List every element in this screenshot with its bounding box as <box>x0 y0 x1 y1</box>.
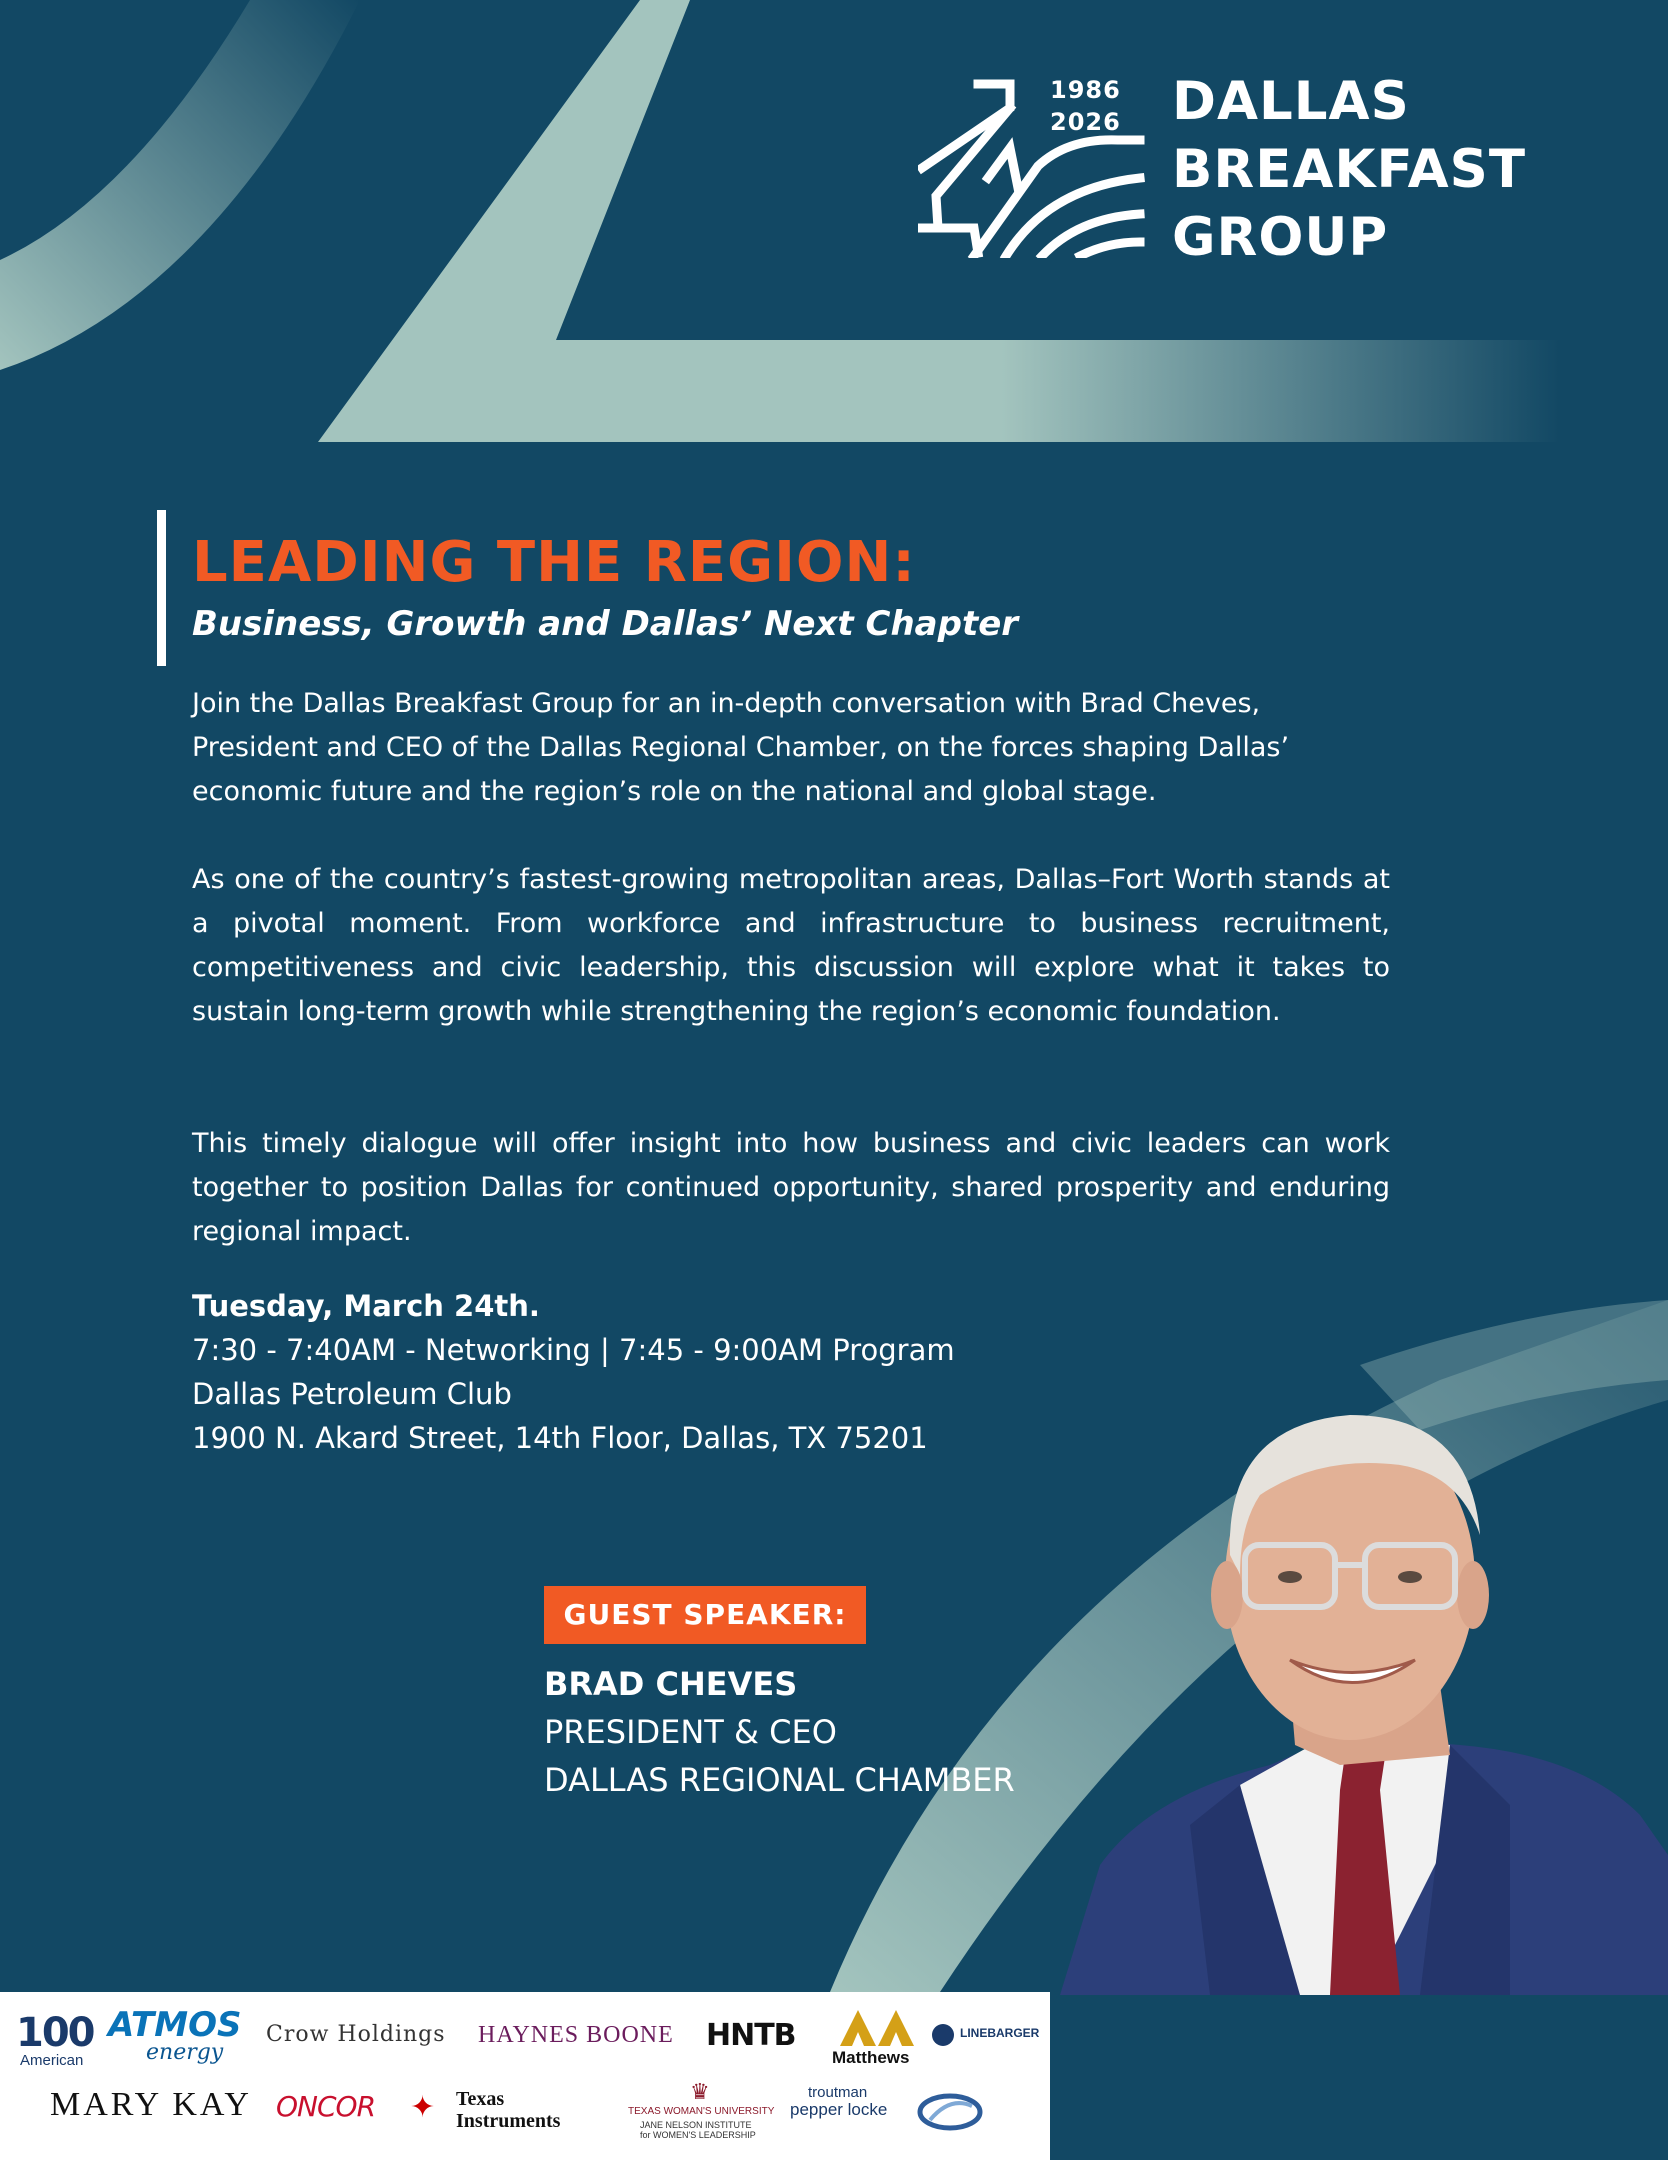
event-time: 7:30 - 7:40AM - Networking | 7:45 - 9:00AM Program <box>192 1333 955 1367</box>
headline-accent-bar <box>157 510 166 666</box>
sponsor-oncor-logo: ONCOR <box>276 2090 376 2123</box>
speaker-organization: DALLAS REGIONAL CHAMBER <box>544 1761 1015 1799</box>
speaker-info <box>544 1660 1015 1804</box>
atmos-energy-label: energy <box>146 2040 224 2065</box>
logo-name-line1: DALLAS <box>1172 71 1410 132</box>
sponsor-hntb-logo: HNTB <box>706 2018 796 2053</box>
speaker-name: BRAD CHEVES <box>544 1665 798 1703</box>
twu-line2: JANE NELSON INSTITUTE <box>640 2120 752 2130</box>
sponsor-american-logo <box>16 2010 96 2068</box>
american-100-mark: 100 <box>16 2010 94 2056</box>
closing-paragraph: This timely dialogue will offer insight into how business and civic leaders can work together to position Dallas for continued opportunity, shared prosperity and enduring regional impact. <box>192 1128 1390 1247</box>
event-date: Tuesday, March 24th. <box>192 1289 540 1323</box>
twu-line1: TEXAS WOMAN'S UNIVERSITY <box>628 2106 775 2117</box>
event-address: 1900 N. Akard Street, 14th Floor, Dallas, TX 75201 <box>192 1421 928 1455</box>
american-label: American <box>20 2052 84 2069</box>
sponsor-troutman-logo <box>790 2084 890 2144</box>
speaker-title: PRESIDENT & CEO <box>544 1713 837 1751</box>
ti-line1: Texas <box>456 2088 505 2110</box>
twu-institute <box>640 2120 756 2140</box>
twu-line3: for WOMEN'S LEADERSHIP <box>640 2130 756 2140</box>
texas-state-icon: ✦ <box>410 2090 436 2125</box>
sponsor-texas-instruments-logo <box>410 2088 600 2138</box>
logo-wordmark <box>1172 68 1526 272</box>
event-details <box>192 1284 955 1460</box>
sponsor-mary-kay-logo: MARY KAY <box>50 2086 252 2123</box>
sponsor-swirl-logo <box>910 2086 1010 2138</box>
speaker-photo <box>1040 1385 1668 1995</box>
headline-subtitle: Business, Growth and Dallas’ Next Chapter <box>192 604 1019 644</box>
sponsor-atmos-logo <box>108 2005 242 2065</box>
sponsor-crow-holdings-logo: Crow Holdings <box>266 2022 446 2047</box>
logo-name-line2: BREAKFAST <box>1172 139 1526 200</box>
troutman-line1: troutman <box>808 2084 868 2101</box>
intro-paragraph: Join the Dallas Breakfast Group for an in-depth conversation with Brad Cheves, President and CEO of the Dallas Regional Chamber, on the forces shaping Dallas’ economic future and the region’s role on the national and global stage. <box>192 688 1290 807</box>
troutman-line2: pepper locke <box>790 2100 888 2119</box>
guest-speaker-badge: GUEST SPEAKER: <box>544 1586 866 1644</box>
logo-years <box>1050 74 1121 138</box>
twu-crest-icon: ♛ <box>690 2080 710 2105</box>
headline-title: LEADING THE REGION: <box>192 530 916 595</box>
logo-year-end: 2026 <box>1050 108 1121 136</box>
ti-line2: Instruments <box>456 2110 561 2132</box>
atmos-wordmark: ATMOS <box>108 2005 242 2045</box>
top-left-arc <box>0 0 360 370</box>
linebarger-label: LINEBARGER <box>960 2026 1040 2040</box>
sponsor-haynes-boone-logo: HAYNES BOONE <box>478 2022 674 2048</box>
double-m-peaks-icon <box>840 2010 914 2046</box>
logo-name-line3: GROUP <box>1172 207 1389 268</box>
logo-year-start: 1986 <box>1050 76 1121 104</box>
sponsor-matthews-logo <box>832 2010 922 2070</box>
event-venue: Dallas Petroleum Club <box>192 1377 512 1411</box>
matthews-label: Matthews <box>832 2048 910 2067</box>
ti-label <box>456 2088 560 2132</box>
context-paragraph: As one of the country’s fastest-growing metropolitan areas, Dallas–Fort Worth stands at a pivotal moment. From workforce and infrastructure to business recruitment, competitiveness and civic leadership, this discussion will explore what it takes to sustain long-term growth while strengthening the region’s economic foundation. <box>192 864 1390 1027</box>
linebarger-circle-icon <box>932 2024 954 2046</box>
sponsor-twu-logo <box>628 2080 778 2146</box>
